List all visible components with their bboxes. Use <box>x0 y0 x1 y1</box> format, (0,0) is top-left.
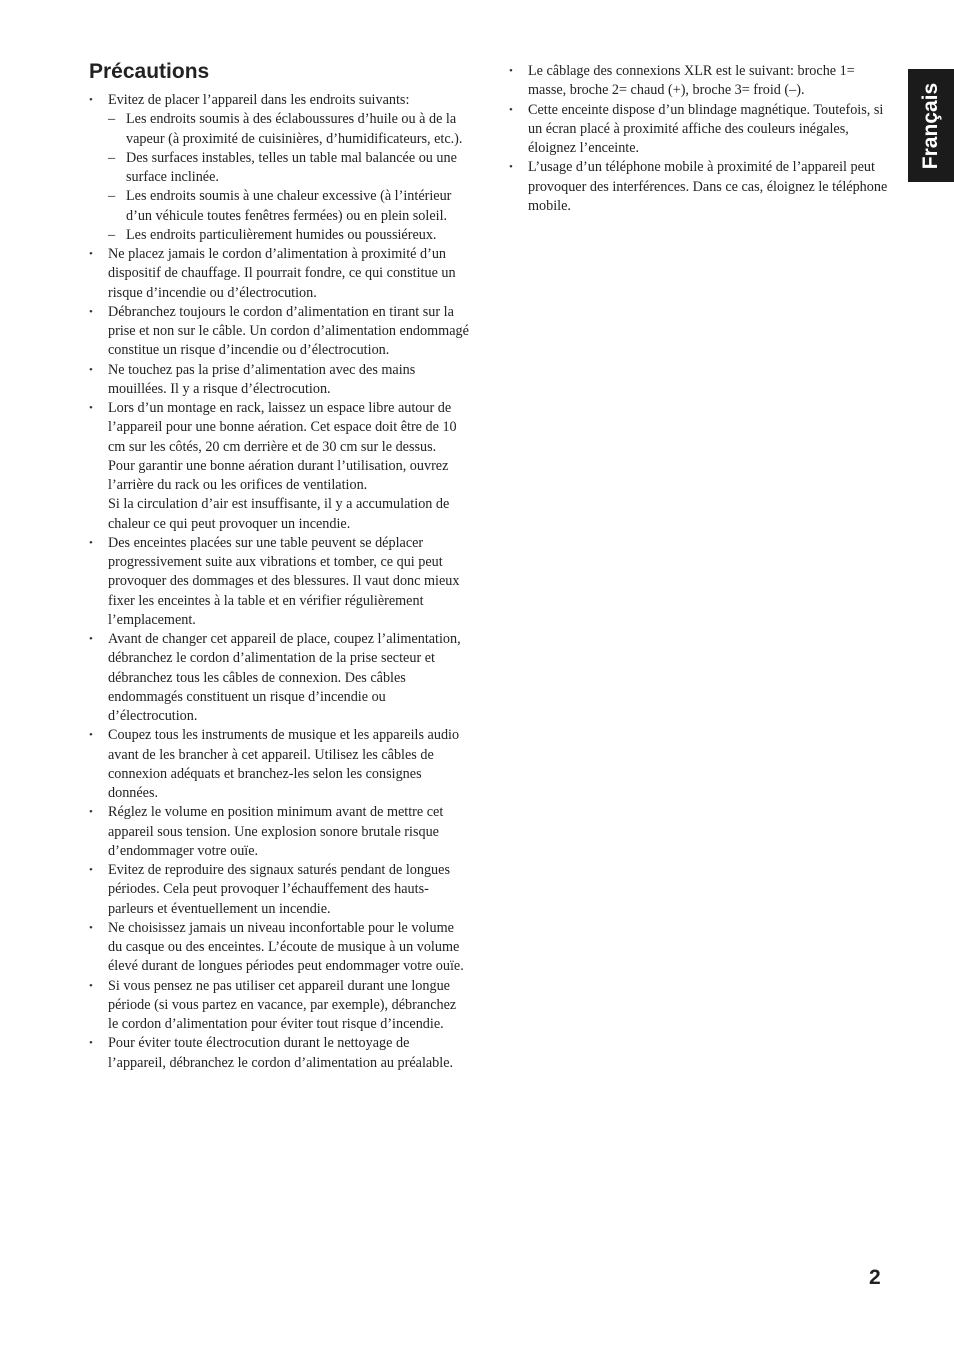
list-item <box>89 91 469 245</box>
list-item: • Cette enceinte dispose d’un blindage magnétique. Toutefois, si un écran placé à proximité affiche des couleurs inégales, éloignez l’enceinte. <box>509 101 889 159</box>
rack-paragraph: Pour garantir une bonne aération durant l’utilisation, ouvrez l’arrière du rack ou les orifices de ventilation. <box>108 457 449 493</box>
list-item: • Coupez tous les instruments de musique et les appareils audio avant de les brancher à cet appareil. Utilisez les câbles de connexion adéquats et branchez-les selon les consignes données. <box>89 726 469 803</box>
rack-paragraph: Si la circulation d’air est insuffisante, il y a accumulation de chaleur ce qui peut provoquer un incendie. <box>108 496 450 532</box>
list-item: • Débranchez toujours le cordon d’alimentation en tirant sur la prise et non sur le câble. Un cordon d’alimentation endommagé constitue un risque d’incendie ou d’électrocution. <box>89 303 469 361</box>
list-item-text: Evitez de placer l’appareil dans les endroits suivants: <box>108 92 410 108</box>
list-item: • Pour éviter toute électrocution durant le nettoyage de l’appareil, débranchez le cordon d’alimentation au préalable. <box>89 1034 469 1073</box>
language-tab <box>908 69 954 182</box>
rack-paragraph: • Lors d’un montage en rack, laissez un espace libre autour de l’appareil pour une bonne aération. Cet espace doit être de 10 cm sur les côtés, 20 cm derrière et de 30 cm sur le dessus. <box>108 400 457 455</box>
list-item <box>89 399 469 534</box>
list-item: • Si vous pensez ne pas utiliser cet appareil durant une longue période (si vous partez en vacance, par exemple), débranchez le cordon d’alimentation pour éviter tout risque d’incendie. <box>89 977 469 1035</box>
list-item: • Ne touchez pas la prise d’alimentation avec des mains mouillées. Il y a risque d’électrocution. <box>89 361 469 400</box>
sub-list-item: – Les endroits soumis à une chaleur excessive (à l’intérieur d’un véhicule toutes fenêtres fermées) ou en plein soleil. <box>108 187 469 226</box>
list-item: • Ne placez jamais le cordon d’alimentation à proximité d’un dispositif de chauffage. Il pourrait fondre, ce qui constitue un risque d’incendie ou d’électrocution. <box>89 245 469 303</box>
section-title: Précautions <box>89 60 210 83</box>
precautions-list-right <box>509 62 889 216</box>
sub-list <box>108 110 469 245</box>
sub-list-item: – Les endroits particulièrement humides ou poussiéreux. <box>108 226 469 245</box>
precautions-list-left <box>89 91 469 1073</box>
list-item: • Evitez de reproduire des signaux saturés pendant de longues périodes. Cela peut provoquer l’échauffement des hauts-parleurs et éventuellement un incendie. <box>89 861 469 919</box>
page-number: 2 <box>869 1266 881 1289</box>
list-item: • Réglez le volume en position minimum avant de mettre cet appareil sous tension. Une explosion sonore brutale risque d’endommager votre ouïe. <box>89 803 469 861</box>
list-item: • L’usage d’un téléphone mobile à proximité de l’appareil peut provoquer des interférences. Dans ce cas, éloignez le téléphone mobile. <box>509 158 889 216</box>
list-item: • Des enceintes placées sur une table peuvent se déplacer progressivement suite aux vibrations et tomber, ce qui peut provoquer des dommages et des blessures. Il vaut donc mieux fixer les enceintes à la table et en vérifier régulièrement l’emplacement. <box>89 534 469 630</box>
language-tab-label: Français <box>919 82 942 169</box>
list-item: • Ne choisissez jamais un niveau inconfortable pour le volume du casque ou des enceintes. L’écoute de musique à un volume élevé durant de longues périodes peut endommager votre ouïe. <box>89 919 469 977</box>
sub-list-item: – Les endroits soumis à des éclaboussures d’huile ou à de la vapeur (à proximité de cuisinières, d’humidificateurs, etc.). <box>108 110 469 149</box>
list-item: • Avant de changer cet appareil de place, coupez l’alimentation, débranchez le cordon d’alimentation de la prise secteur et débranchez tous les câbles de connexion. Des câbles endommagés constituent un risque d’incendie ou d’électrocution. <box>89 630 469 726</box>
sub-list-item: – Des surfaces instables, telles un table mal balancée ou une surface inclinée. <box>108 149 469 188</box>
list-item: • Le câblage des connexions XLR est le suivant: broche 1= masse, broche 2= chaud (+), broche 3= froid (–). <box>509 62 889 101</box>
